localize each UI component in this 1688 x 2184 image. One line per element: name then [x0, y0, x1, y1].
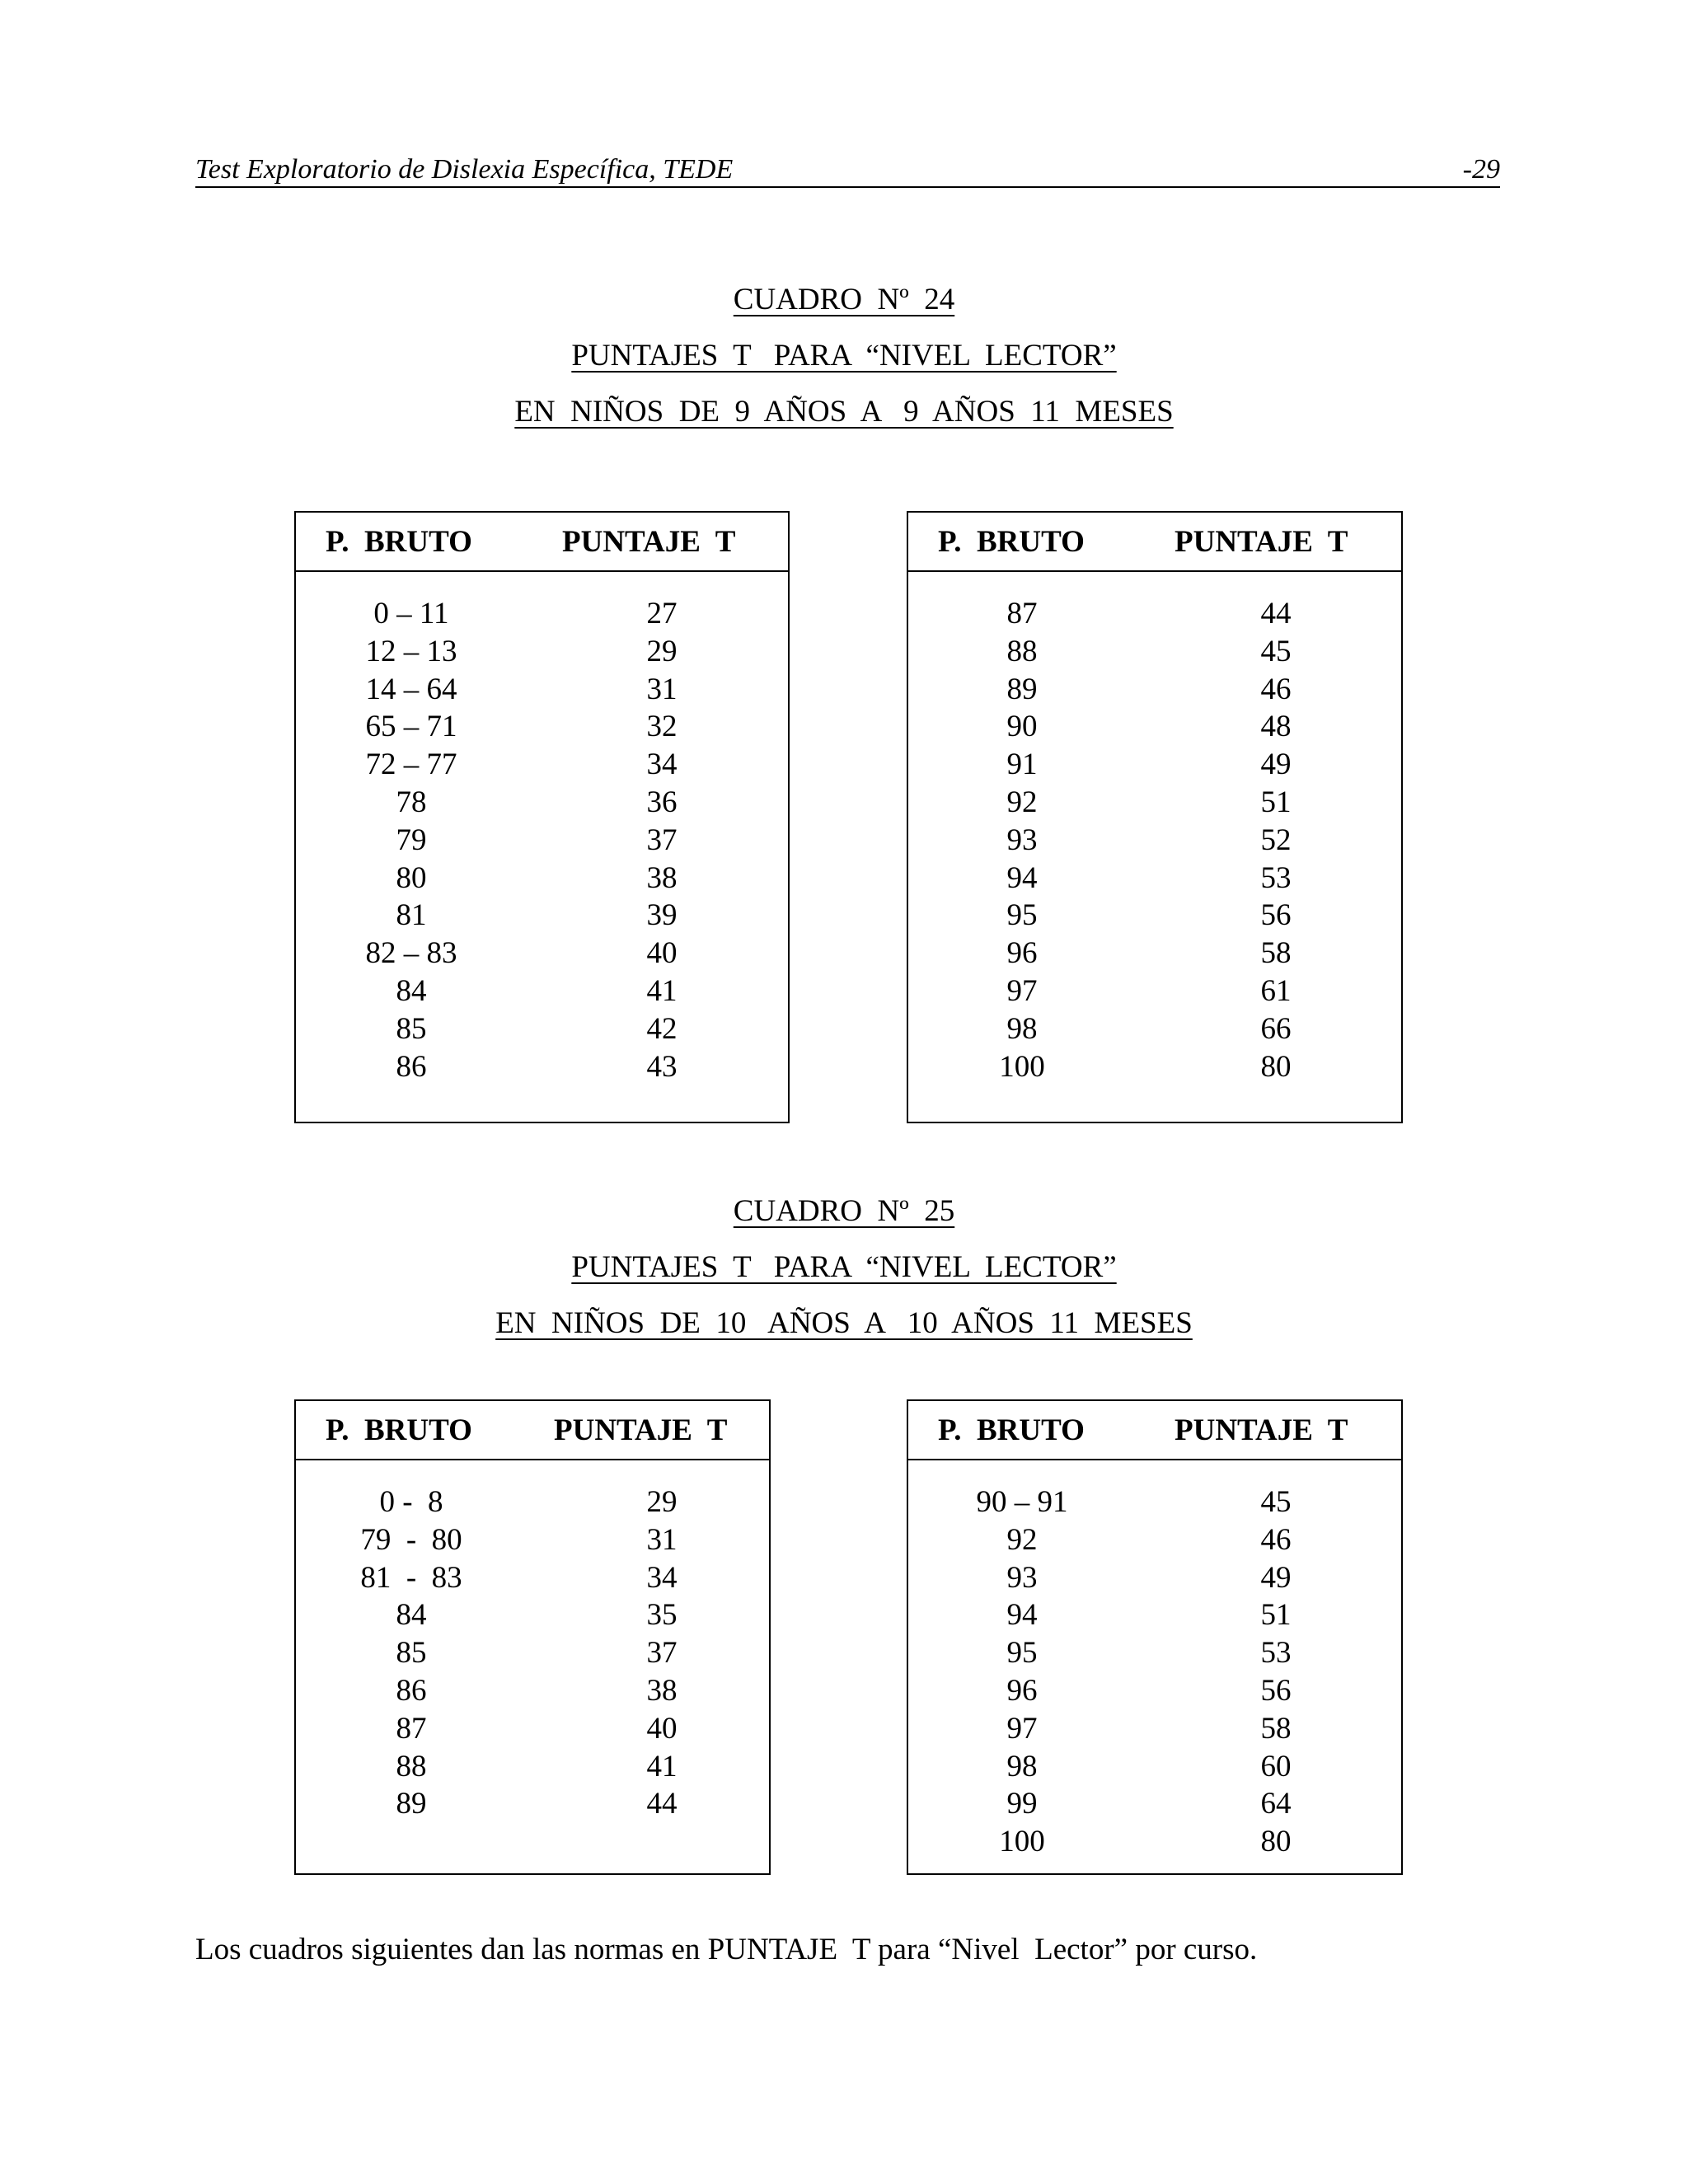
cell-p-bruto: 92 [1006, 785, 1038, 819]
table-row [908, 1596, 1401, 1634]
cell-puntaje-t: 44 [1260, 597, 1292, 630]
cell-puntaje-t: 35 [646, 1598, 678, 1633]
cell-puntaje-t: 41 [646, 973, 678, 1008]
cell-p-bruto: 89 [1006, 672, 1038, 706]
cell-p-bruto: 80 [396, 860, 427, 895]
table-header [296, 513, 788, 572]
cuadro25-caption-1: CUADRO Nº 25 [733, 1194, 955, 1228]
table-row [296, 1559, 769, 1597]
cuadro24-caption-2: PUNTAJES T PARA “NIVEL LECTOR” [571, 339, 1117, 373]
col-header-puntaje-t: PUNTAJE T [1175, 525, 1348, 559]
table-row [908, 595, 1401, 633]
cell-puntaje-t: 64 [1260, 1787, 1292, 1821]
col-header-puntaje-t: PUNTAJE T [562, 525, 736, 559]
cell-puntaje-t: 39 [646, 898, 678, 933]
table-row [296, 1672, 769, 1710]
table-row [296, 595, 788, 633]
cell-puntaje-t: 37 [646, 1636, 678, 1671]
cell-p-bruto: 94 [1006, 1598, 1038, 1633]
table-row [908, 746, 1401, 784]
cell-p-bruto: 72 – 77 [365, 748, 457, 782]
cell-puntaje-t: 80 [1260, 1825, 1292, 1859]
cell-puntaje-t: 61 [1260, 973, 1292, 1008]
cell-p-bruto: 88 [396, 1749, 427, 1783]
cell-puntaje-t: 49 [1260, 1560, 1292, 1595]
cell-puntaje-t: 51 [1260, 785, 1292, 819]
table-row [908, 1785, 1401, 1823]
table-row [296, 633, 788, 671]
cell-puntaje-t: 34 [646, 748, 678, 782]
table-row [296, 935, 788, 972]
col-header-puntaje-t: PUNTAJE T [554, 1413, 728, 1447]
table-row [908, 935, 1401, 972]
table-row [908, 1559, 1401, 1597]
table-row [908, 897, 1401, 935]
cell-p-bruto: 96 [1006, 1673, 1038, 1708]
page-number: -29 [1462, 154, 1500, 185]
col-header-p-bruto: P. BRUTO [938, 1413, 1085, 1447]
cell-puntaje-t: 58 [1260, 1711, 1292, 1746]
cell-puntaje-t: 43 [646, 1049, 678, 1084]
cell-puntaje-t: 29 [646, 634, 678, 668]
table-row [296, 822, 788, 860]
cuadro24-table-left [294, 511, 790, 1123]
cell-puntaje-t: 53 [1260, 1636, 1292, 1671]
cell-p-bruto: 14 – 64 [365, 672, 457, 706]
table-row [296, 972, 788, 1010]
table-body [908, 595, 1401, 1085]
cell-puntaje-t: 45 [1260, 1485, 1292, 1519]
table-row [296, 1710, 769, 1748]
cell-p-bruto: 97 [1006, 973, 1038, 1008]
col-header-puntaje-t: PUNTAJE T [1175, 1413, 1348, 1447]
cell-puntaje-t: 58 [1260, 936, 1292, 971]
table-row [908, 784, 1401, 822]
table-row [908, 1048, 1401, 1086]
cell-p-bruto: 95 [1006, 898, 1038, 933]
cell-p-bruto: 79 - 80 [360, 1522, 462, 1557]
cell-p-bruto: 93 [1006, 1560, 1038, 1595]
cell-puntaje-t: 41 [646, 1749, 678, 1783]
cell-puntaje-t: 56 [1260, 898, 1292, 933]
cuadro24-caption-3: EN NIÑOS DE 9 AÑOS A 9 AÑOS 11 MESES [514, 395, 1174, 429]
cell-puntaje-t: 36 [646, 785, 678, 819]
cell-p-bruto: 87 [1006, 597, 1038, 630]
cell-puntaje-t: 51 [1260, 1598, 1292, 1633]
cell-puntaje-t: 49 [1260, 748, 1292, 782]
cell-p-bruto: 87 [396, 1711, 427, 1746]
cell-p-bruto: 92 [1006, 1522, 1038, 1557]
cell-puntaje-t: 31 [646, 1522, 678, 1557]
cell-p-bruto: 100 [999, 1049, 1045, 1084]
cell-puntaje-t: 37 [646, 823, 678, 857]
table-row [908, 708, 1401, 746]
col-header-p-bruto: P. BRUTO [326, 525, 472, 559]
cell-p-bruto: 0 – 11 [373, 597, 449, 630]
cell-p-bruto: 81 [396, 898, 427, 933]
document-title: Test Exploratorio de Dislexia Específica, TEDE [195, 154, 734, 185]
cell-p-bruto: 94 [1006, 860, 1038, 895]
cuadro24-table-right [907, 511, 1403, 1123]
table-row [296, 860, 788, 898]
table-header [296, 1401, 769, 1460]
table-row [908, 1748, 1401, 1786]
footer-note: Los cuadros siguientes dan las normas en PUNTAJE T para “Nivel Lector” por curso. [195, 1933, 1258, 1966]
cell-p-bruto: 79 [396, 823, 427, 857]
cell-p-bruto: 84 [396, 973, 427, 1008]
table-row [296, 897, 788, 935]
cell-p-bruto: 85 [396, 1011, 427, 1046]
table-header [908, 513, 1401, 572]
cell-puntaje-t: 32 [646, 710, 678, 744]
cuadro24-caption-1: CUADRO Nº 24 [733, 283, 955, 316]
table-row [908, 1710, 1401, 1748]
cell-puntaje-t: 52 [1260, 823, 1292, 857]
col-header-p-bruto: P. BRUTO [938, 525, 1085, 559]
cell-p-bruto: 96 [1006, 936, 1038, 971]
table-row [296, 1785, 769, 1823]
cuadro25-caption-2: PUNTAJES T PARA “NIVEL LECTOR” [571, 1250, 1117, 1284]
cell-puntaje-t: 56 [1260, 1673, 1292, 1708]
table-row [296, 1521, 769, 1559]
table-row [908, 1521, 1401, 1559]
cell-p-bruto: 12 – 13 [365, 634, 457, 668]
cell-p-bruto: 95 [1006, 1636, 1038, 1671]
cuadro25-table-right [907, 1399, 1403, 1875]
table-row [908, 1672, 1401, 1710]
cell-p-bruto: 90 [1006, 710, 1038, 744]
table-body [296, 1483, 769, 1823]
cuadro25-caption-3: EN NIÑOS DE 10 AÑOS A 10 AÑOS 11 MESES [495, 1306, 1193, 1340]
cell-puntaje-t: 31 [646, 672, 678, 706]
cell-puntaje-t: 27 [646, 597, 678, 630]
cell-puntaje-t: 40 [646, 936, 678, 971]
table-row [296, 1048, 788, 1086]
page-header [195, 153, 1500, 188]
cell-p-bruto: 98 [1006, 1011, 1038, 1046]
cell-p-bruto: 100 [999, 1825, 1045, 1859]
cell-puntaje-t: 48 [1260, 710, 1292, 744]
table-row [908, 1010, 1401, 1048]
cell-p-bruto: 84 [396, 1598, 427, 1633]
cell-puntaje-t: 42 [646, 1011, 678, 1046]
cell-puntaje-t: 34 [646, 1560, 678, 1595]
table-row [908, 1823, 1401, 1861]
cell-p-bruto: 85 [396, 1636, 427, 1671]
cell-p-bruto: 78 [396, 785, 427, 819]
table-row [908, 1483, 1401, 1521]
col-header-p-bruto: P. BRUTO [326, 1413, 472, 1447]
cell-p-bruto: 97 [1006, 1711, 1038, 1746]
table-row [296, 746, 788, 784]
table-header [908, 1401, 1401, 1460]
table-body [296, 595, 788, 1085]
cell-puntaje-t: 40 [646, 1711, 678, 1746]
table-row [296, 1634, 769, 1672]
cell-p-bruto: 65 – 71 [365, 710, 457, 744]
cell-p-bruto: 88 [1006, 634, 1038, 668]
cell-puntaje-t: 60 [1260, 1749, 1292, 1783]
cell-puntaje-t: 46 [1260, 1522, 1292, 1557]
cell-p-bruto: 89 [396, 1787, 427, 1821]
table-row [296, 1596, 769, 1634]
table-row [296, 1748, 769, 1786]
cell-puntaje-t: 45 [1260, 634, 1292, 668]
table-row [908, 822, 1401, 860]
cell-puntaje-t: 38 [646, 860, 678, 895]
cell-puntaje-t: 80 [1260, 1049, 1292, 1084]
cell-p-bruto: 93 [1006, 823, 1038, 857]
cell-puntaje-t: 66 [1260, 1011, 1292, 1046]
cell-p-bruto: 86 [396, 1673, 427, 1708]
table-row [296, 708, 788, 746]
cell-puntaje-t: 46 [1260, 672, 1292, 706]
table-row [908, 1634, 1401, 1672]
cell-p-bruto: 0 - 8 [379, 1485, 443, 1519]
cell-p-bruto: 86 [396, 1049, 427, 1084]
table-body [908, 1483, 1401, 1861]
table-row [908, 633, 1401, 671]
cell-p-bruto: 90 – 91 [976, 1485, 1068, 1519]
cell-puntaje-t: 53 [1260, 860, 1292, 895]
cell-p-bruto: 99 [1006, 1787, 1038, 1821]
table-row [296, 671, 788, 709]
cell-p-bruto: 91 [1006, 748, 1038, 782]
cell-p-bruto: 98 [1006, 1749, 1038, 1783]
table-row [296, 1483, 769, 1521]
cuadro25-table-left [294, 1399, 771, 1875]
cell-puntaje-t: 38 [646, 1673, 678, 1708]
table-row [296, 784, 788, 822]
table-row [908, 860, 1401, 898]
cell-p-bruto: 81 - 83 [360, 1560, 462, 1595]
table-row [296, 1010, 788, 1048]
cell-puntaje-t: 29 [646, 1485, 678, 1519]
table-row [908, 671, 1401, 709]
cell-p-bruto: 82 – 83 [365, 936, 457, 971]
cell-puntaje-t: 44 [646, 1787, 678, 1821]
table-row [908, 972, 1401, 1010]
